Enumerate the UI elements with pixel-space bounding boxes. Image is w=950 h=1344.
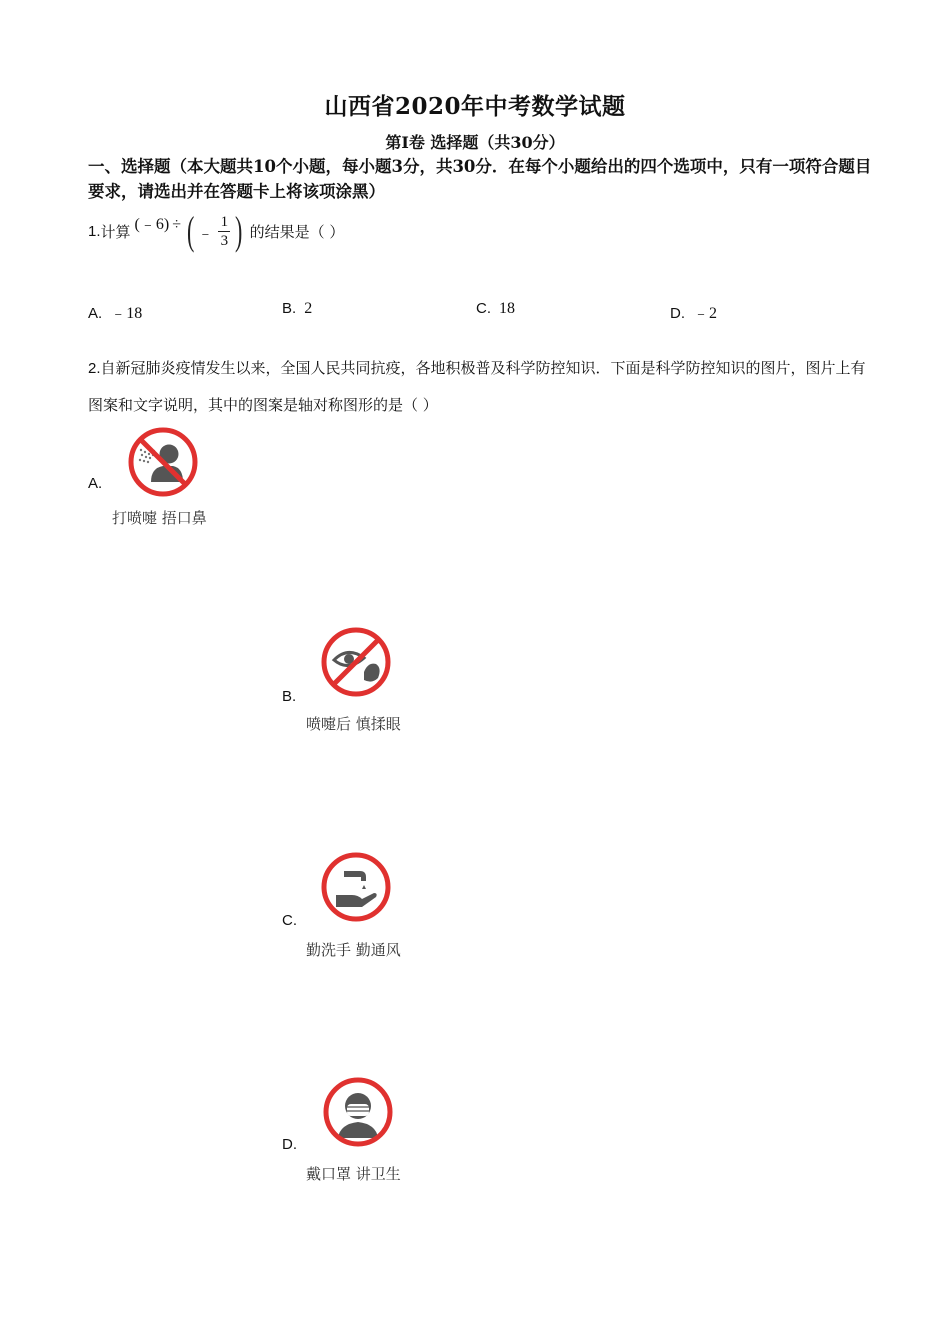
- math-expression: [134, 208, 246, 253]
- page-title: 山西省2020年中考数学试题: [324, 93, 626, 120]
- option-label: B.: [282, 300, 297, 317]
- option-label: A.: [88, 305, 103, 322]
- fraction-denominator: 3: [220, 232, 229, 249]
- option-b[interactable]: [282, 300, 312, 318]
- option-label: C.: [476, 300, 491, 317]
- wash-hands-icon: [318, 849, 394, 925]
- divide-sign: ÷: [172, 216, 181, 233]
- section-instructions: 一、选择题（本大题共10个小题，每小题3分，共30分．在每个小题给出的四个选项中，只有一项符合题目要求，请选出并在答题卡上将该项涂黑）: [88, 157, 872, 201]
- fraction: [218, 213, 230, 250]
- question-1: [88, 206, 344, 256]
- question-suffix: 的结果是（ ）: [249, 222, 345, 241]
- page-subtitle: 第I卷 选择题（共30分）: [385, 133, 565, 152]
- no-sneeze-icon: [125, 424, 201, 500]
- option-d-label[interactable]: D.: [282, 1136, 297, 1153]
- left-paren: (: [186, 208, 195, 253]
- option-a-caption: 打喷嚏 捂口鼻: [112, 509, 207, 527]
- option-c[interactable]: [476, 300, 515, 318]
- option-b-caption: 喷嚏后 慎揉眼: [306, 715, 401, 733]
- option-d-caption: 戴口罩 讲卫生: [306, 1165, 401, 1183]
- option-c-label[interactable]: C.: [282, 912, 297, 929]
- minus-sign: ﹣: [197, 224, 214, 242]
- question-text: 自新冠肺炎疫情发生以来，全国人民共同抗疫，各地积极普及科学防控知识．下面是科学防控知识的图片，图片上有图案和文字说明，其中的图案是轴对称图形的是（ ）: [88, 359, 866, 414]
- option-b-label[interactable]: B.: [282, 688, 297, 705]
- option-c-caption: 勤洗手 勤通风: [306, 941, 401, 959]
- question-prefix: 计算: [100, 222, 131, 241]
- fraction-numerator: 1: [220, 213, 229, 230]
- option-d[interactable]: [670, 300, 717, 323]
- expr-left: (﹣6): [134, 215, 170, 233]
- option-a[interactable]: [88, 300, 142, 323]
- option-value: ﹣2: [693, 305, 718, 322]
- right-paren: ): [235, 208, 243, 253]
- option-value: 2: [304, 300, 313, 317]
- option-value: 18: [499, 300, 515, 317]
- question-number: 1.: [88, 222, 101, 240]
- option-value: ﹣18: [110, 305, 143, 322]
- wear-mask-icon: [320, 1074, 396, 1150]
- question-2: [88, 350, 868, 424]
- option-label: D.: [670, 305, 685, 322]
- no-rub-eye-icon: [318, 624, 394, 700]
- option-a-label[interactable]: A.: [88, 475, 103, 492]
- question-number: 2.: [88, 360, 101, 377]
